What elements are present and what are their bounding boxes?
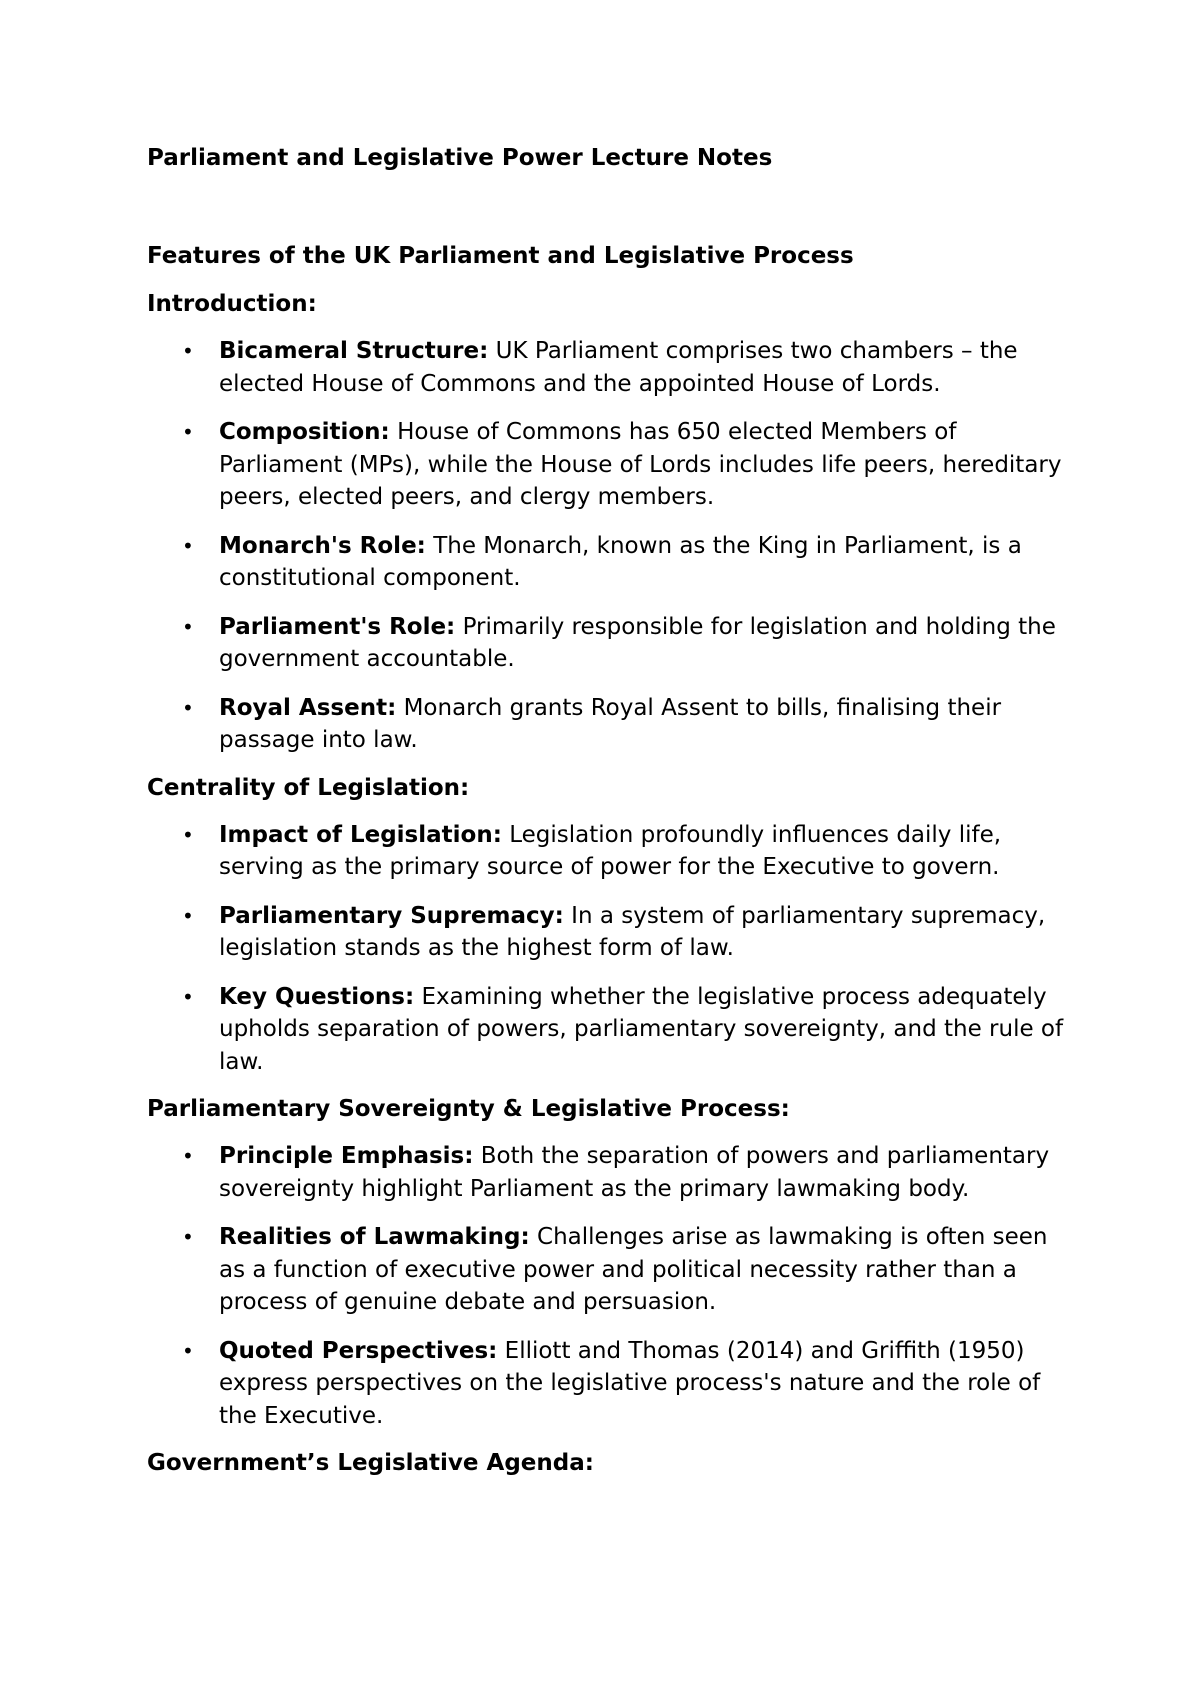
bullet-icon: •	[182, 903, 194, 928]
section-heading: Introduction:	[147, 291, 317, 317]
item-term: Royal Assent:	[219, 694, 397, 721]
bullet-list	[147, 335, 1067, 757]
section-centrality-of-legislation	[147, 773, 1067, 1079]
item-text: UK Parliament comprises two chambers – the elected House of Commons and the appointed House of Lords.	[219, 338, 1018, 397]
section-introduction	[147, 289, 1067, 757]
list-item	[147, 819, 1067, 884]
list-item	[147, 900, 1067, 965]
bullet-icon: •	[182, 533, 194, 558]
section-parliamentary-sovereignty	[147, 1094, 1067, 1432]
item-term: Monarch's Role:	[219, 532, 426, 559]
item-term: Composition:	[219, 419, 390, 445]
item-text: House of Commons has 650 elected Members of Parliament (MPs), while the House of Lords includes life peers, hereditary peers, elected peers, and clergy members.	[219, 419, 1062, 510]
item-term: Key Questions:	[219, 983, 415, 1010]
bullet-icon: •	[182, 339, 194, 363]
item-text: In a system of parliamentary supremacy, legislation stands as the highest form of law.	[219, 902, 1046, 961]
bullet-icon: •	[182, 1144, 194, 1168]
item-text: Both the separation of powers and parliamentary sovereignty highlight Parliament as the primary lawmaking body.	[219, 1143, 1050, 1202]
main-heading: Features of the UK Parliament and Legislative Process	[147, 243, 854, 269]
bullet-icon: •	[182, 1225, 194, 1249]
item-text: Challenges arise as lawmaking is often seen as a function of executive power and political necessity rather than a process of genuine debate and persuasion.	[219, 1224, 1048, 1315]
item-text: The Monarch, known as the King in Parliament, is a constitutional component.	[219, 532, 1022, 591]
list-item	[147, 1140, 1067, 1205]
item-term: Parliamentary Supremacy:	[219, 902, 564, 929]
item-text: Elliott and Thomas (2014) and Griffith (1950) express perspectives on the legislative process's nature and the role of the Executive.	[219, 1337, 1041, 1429]
item-term: Impact of Legislation:	[219, 821, 502, 848]
item-text: Legislation profoundly influences daily life, serving as the primary source of power for the Executive to govern.	[219, 821, 1002, 880]
section-heading: Centrality of Legislation:	[147, 774, 470, 801]
list-item	[147, 692, 1067, 757]
item-term: Principle Emphasis:	[219, 1143, 474, 1169]
section-heading: Parliamentary Sovereignty & Legislative Process:	[147, 1096, 790, 1122]
bullet-list	[147, 1140, 1067, 1432]
item-text: Monarch grants Royal Assent to bills, finalising their passage into law.	[219, 694, 1002, 753]
bullet-icon: •	[182, 420, 194, 444]
document-content	[147, 241, 1067, 1494]
document-title: Parliament and Legislative Power Lecture Notes	[147, 145, 773, 171]
list-item	[147, 530, 1067, 595]
item-text: Examining whether the legislative process adequately upholds separation of powers, parliamentary sovereignty, and the rule of law.	[219, 983, 1064, 1075]
list-item	[147, 1335, 1067, 1433]
section-heading: Government’s Legislative Agenda:	[147, 1450, 594, 1476]
list-item	[147, 611, 1067, 676]
item-term: Bicameral Structure:	[219, 338, 489, 364]
bullet-icon: •	[182, 614, 194, 639]
item-term: Quoted Perspectives:	[219, 1337, 498, 1364]
bullet-icon: •	[182, 695, 194, 720]
item-text: Primarily responsible for legislation and holding the government accountable.	[219, 613, 1056, 672]
bullet-icon: •	[182, 1338, 194, 1363]
list-item	[147, 416, 1067, 514]
item-term: Parliament's Role:	[219, 613, 456, 640]
bullet-icon: •	[182, 984, 194, 1009]
bullet-list	[147, 819, 1067, 1079]
list-item	[147, 335, 1067, 400]
list-item	[147, 1221, 1067, 1319]
section-legislative-agenda	[147, 1448, 1067, 1478]
item-term: Realities of Lawmaking:	[219, 1224, 530, 1250]
bullet-icon: •	[182, 822, 194, 847]
list-item	[147, 981, 1067, 1079]
